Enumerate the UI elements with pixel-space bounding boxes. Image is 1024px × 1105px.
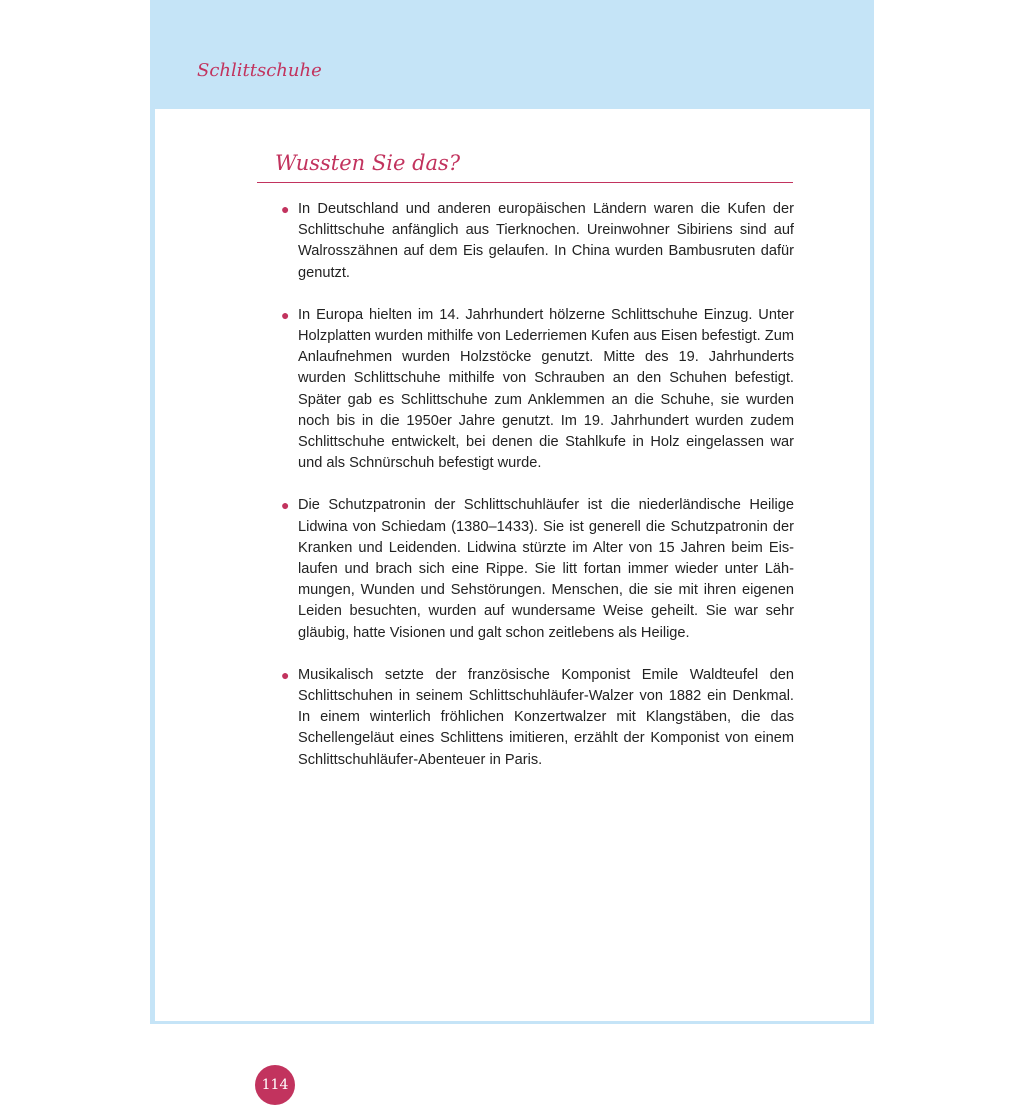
bullet-icon: ● <box>281 201 290 217</box>
list-item <box>279 305 794 475</box>
list-item-text: In Europa hielten im 14. Jahrhundert hölzerne Schlittschuhe Einzug. Unter Holzplatten wurden mithilfe von Lederriemen Kufen aus Eisen befestigt. Zum Anlaufnehmen wurden Holzstöcke genutzt. Mitte des 19. Jahrhunderts wurden Schlittschuhe mithilfe von Schrauben an den Schuhen befestigt. Später gab es Schlittschuhe zum Anklemmen an die Schuhe, sie wurden noch bis in die 1950er Jahre genutzt. Im 19. Jahrhundert wurden zudem Schlittschuhe entwickelt, bei denen die Stahlkufe in Holz eingelassen war und als Schnürschuh befestigt wurde. <box>298 306 794 472</box>
bullet-icon: ● <box>281 497 290 514</box>
list-item-text: Musikalisch setzte der französische Komponist Emile Waldteufel den Schlittschuhen in seinem Schlittschuhläufer-Walzer von 1882 ein Denkmal. In einem winterlich fröhlichen Konzertwalzer mit Klangstäben, die das Schellengeläut eines Schlittens imitieren, erzählt der Komponist von einem Schlittschuhläufer-Abenteuer in Paris. <box>298 666 794 768</box>
content-panel <box>155 109 870 1093</box>
heading-divider <box>257 182 793 183</box>
running-title: Schlittschuhe <box>197 60 322 81</box>
book-page <box>150 0 874 1093</box>
list-item-text: Die Schutzpatronin der Schlittschuhläufer ist die niederländische Heilige Lidwina von Schiedam (1380–1433). Sie ist generell die Schutzpatronin der Kranken und Leidenden. Lidwina stürzte im Alter von 15 Jahren beim Eislaufen und brach sich eine Rippe. Sie litt fortan immer wieder unter Lähmungen, Wunden und Sehstörungen. Menschen, die sie mit ihren eigenen Leiden besuchten, wurden auf wundersame Weise geheilt. Sie war sehr gläubig, hatte Visionen und galt schon zeitlebens als Heilige. <box>298 497 794 641</box>
bullet-icon: ● <box>281 306 290 323</box>
list-item <box>279 665 794 771</box>
list-item-text: In Deutschland und anderen europäischen Ländern waren die Kufen der Schlittschuhe anfänglich aus Tierknochen. Ureinwohner Sibiriens sind auf Walrosszähnen auf dem Eis gelaufen. In China wurden Bambusruten dafür genutzt. <box>298 201 794 281</box>
fact-list <box>279 199 794 792</box>
bullet-icon: ● <box>281 666 290 683</box>
page-number-badge: 114 <box>255 1065 295 1105</box>
list-item <box>279 495 794 643</box>
section-heading: Wussten Sie das? <box>275 151 461 175</box>
list-item <box>279 199 794 284</box>
